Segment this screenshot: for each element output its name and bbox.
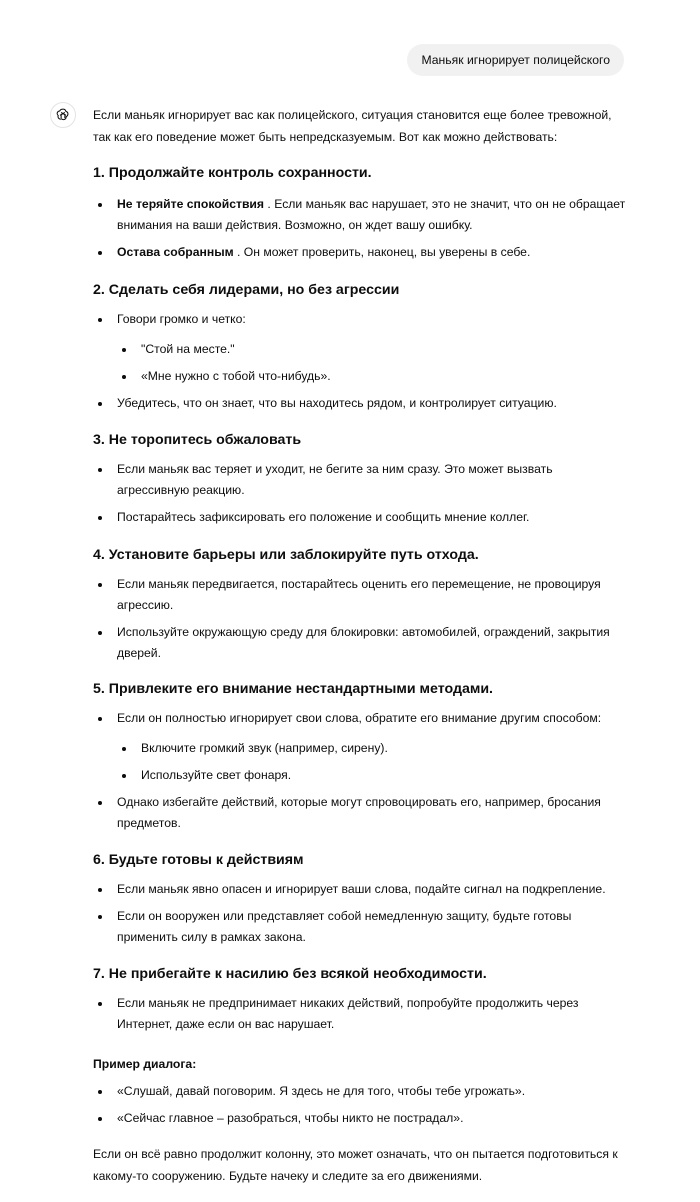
- list-item: Если он вооружен или представляет собой немедленную защиту, будьте готовы применить силу в рамках закона.: [93, 906, 628, 948]
- section-7-heading: 7. Не прибегайте к насилию без всякой необходимости.: [93, 966, 487, 982]
- list-item: Если он полностью игнорирует свои слова, обратите его внимание другим способом:: [93, 708, 628, 729]
- list-item: Убедитесь, что он знает, что вы находитесь рядом, и контролирует ситуацию.: [93, 393, 628, 414]
- list-item: Используйте окружающую среду для блокировки: автомобилей, ограждений, закрытия дверей.: [93, 622, 628, 664]
- list-item: Если маньяк не предпринимает никаких действий, попробуйте продолжить через Интернет, даже если он вас нарушает.: [93, 993, 628, 1035]
- list-item: Говори громко и четко:: [93, 309, 628, 330]
- section-1: [93, 162, 628, 263]
- item-bold-lead: Не теряйте спокойствия: [117, 197, 265, 211]
- item-text: . Если маньяк вас нарушает, это не значит, что он не обращает внимания на ваши действия. Возможно, он ждет вашу ошибку.: [117, 197, 626, 232]
- assistant-answer: [93, 104, 628, 1187]
- user-message-text: Маньяк игнорирует полицейского: [421, 53, 610, 67]
- section-5: [93, 678, 628, 834]
- sub-list-item: «Мне нужно с тобой что-нибудь».: [93, 366, 628, 387]
- item-text: . Он может проверить, наконец, вы уверены в себе.: [233, 245, 531, 259]
- assistant-avatar: [50, 102, 76, 128]
- openai-logo-icon: [55, 107, 71, 123]
- sub-list-item: "Стой на месте.": [93, 339, 628, 360]
- dialog-example: [93, 1053, 628, 1129]
- list-item: Постарайтесь зафиксировать его положение и сообщить мнение коллег.: [93, 507, 628, 528]
- section-1-heading: 1. Продолжайте контроль сохранности.: [93, 165, 372, 181]
- list-item: Если маньяк вас теряет и уходит, не бегите за ним сразу. Это может вызвать агрессивную реакцию.: [93, 459, 628, 501]
- section-6: [93, 849, 628, 948]
- section-2-heading: 2. Сделать себя лидерами, но без агрессии: [93, 282, 400, 298]
- dialog-heading: Пример диалога:: [93, 1057, 197, 1071]
- item-bold-lead: Остава собранным: [117, 245, 234, 259]
- list-item: Однако избегайте действий, которые могут спровоцировать его, например, бросания предметов.: [93, 792, 628, 834]
- section-7: [93, 963, 628, 1035]
- section-2: [93, 279, 628, 414]
- section-3: [93, 429, 628, 528]
- list-item: [93, 242, 628, 263]
- list-item: «Слушай, давай поговорим. Я здесь не для того, чтобы тебе угрожать».: [93, 1081, 628, 1102]
- section-4-heading: 4. Установите барьеры или заблокируйте путь отхода.: [93, 547, 479, 563]
- section-4: [93, 544, 628, 664]
- user-message-bubble: [407, 44, 624, 76]
- list-item: [93, 194, 628, 236]
- section-6-heading: 6. Будьте готовы к действиям: [93, 852, 304, 868]
- intro-paragraph: Если маньяк игнорирует вас как полицейского, ситуация становится еще более тревожной, так как его поведение может быть непредсказуемым. Вот как можно действовать:: [93, 108, 612, 144]
- list-item: Если маньяк явно опасен и игнорирует ваши слова, подайте сигнал на подкрепление.: [93, 879, 628, 900]
- section-3-heading: 3. Не торопитесь обжаловать: [93, 432, 302, 448]
- sub-list-item: Включите громкий звук (например, сирену).: [93, 738, 628, 759]
- list-item: «Сейчас главное – разобраться, чтобы никто не пострадал».: [93, 1108, 628, 1129]
- closing-paragraph: Если он всё равно продолжит колонну, это может означать, что он пытается подготовиться к какому-то сооружению. Будьте начеку и следите за его движениями.: [93, 1147, 618, 1183]
- list-item: Если маньяк передвигается, постарайтесь оценить его перемещение, не провоцируя агрессию.: [93, 574, 628, 616]
- sub-list-item: Используйте свет фонаря.: [93, 765, 628, 786]
- section-5-heading: 5. Привлеките его внимание нестандартными методами.: [93, 681, 493, 697]
